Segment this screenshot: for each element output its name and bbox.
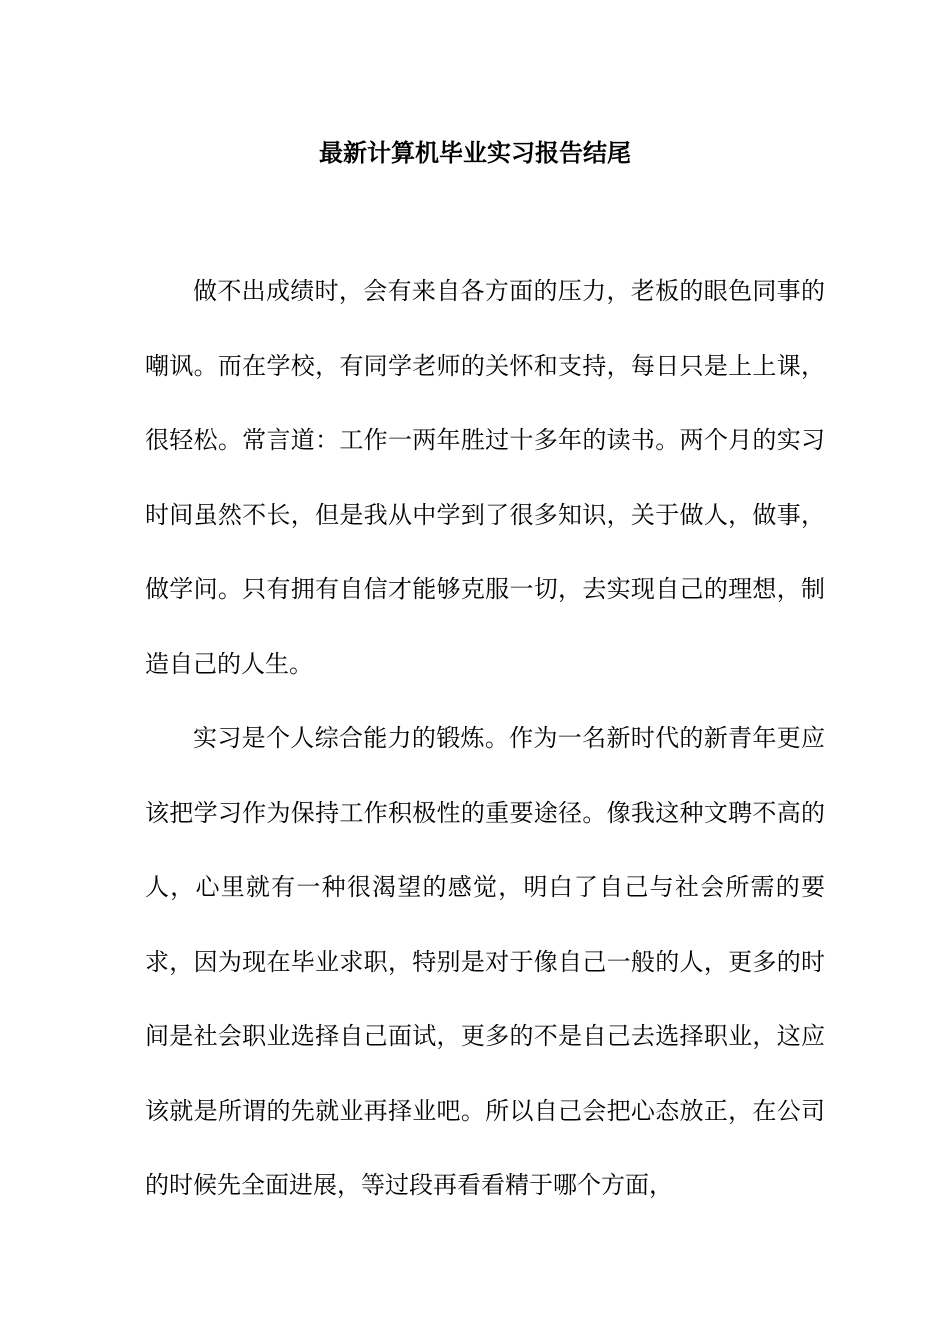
paragraph-2: 实习是个人综合能力的锻炼。作为一名新时代的新青年更应该把学习作为保持工作积极性的重要途径。像我这种文聘不高的人，心里就有一种很渴望的感觉，明白了自己与社会所需的要求，因为现在毕业求职，特别是对于像自己一般的人，更多的时间是社会职业选择自己面试，更多的不是自己去选择职业，这应该就是所谓的先就业再择业吧。所以自己会把心态放正，在公司的时候先全面进展，等过段再看看精于哪个方面，	[145, 724, 825, 1199]
document-title: 最新计算机毕业实习报告结尾	[319, 138, 631, 167]
document-body	[145, 254, 825, 1223]
paragraph-1: 做不出成绩时，会有来自各方面的压力，老板的眼色同事的嘲讽。而在学校，有同学老师的关怀和支持，每日只是上上课，很轻松。常言道：工作一两年胜过十多年的读书。两个月的实习时间虽然不长，但是我从中学到了很多知识，关于做人，做事，做学问。只有拥有自信才能够克服一切，去实现自己的理想，制造自己的人生。	[145, 277, 825, 678]
